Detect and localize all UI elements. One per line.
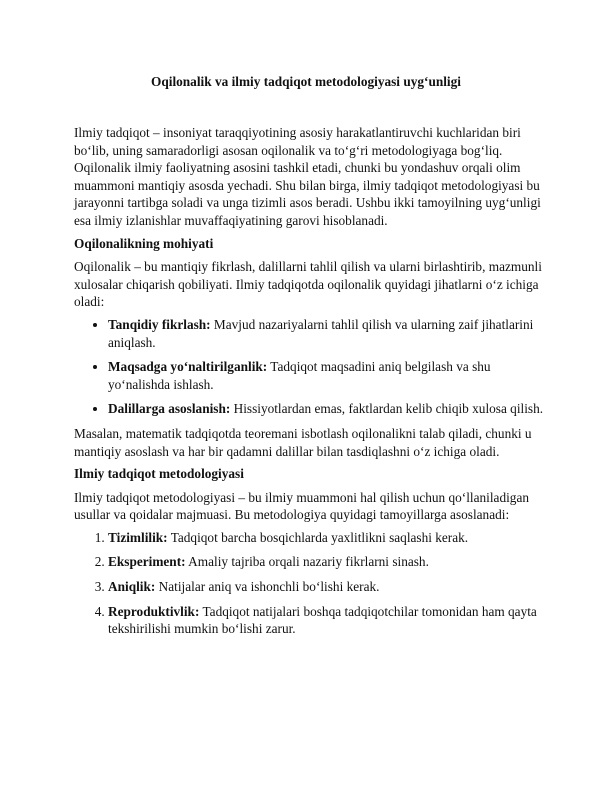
list-item-term: Dalillarga asoslanish: [108,401,231,417]
list-item-term: Reproduktivlik: [108,603,200,619]
list-item [108,553,544,571]
section-heading-rationality: Oqilonalikning mohiyati [74,235,214,251]
list-item-text: Amaliy tajriba orqali nazariy fikrlarni sinash. [185,554,429,570]
list-item [108,316,544,351]
list-item-term: Tizimlilik: [108,529,168,545]
section2-intro-paragraph: Ilmiy tadqiqot metodologiyasi – bu ilmiy muammoni hal qilish uchun qo‘llaniladigan usullar va qoidalar majmuasi. Bu metodologiya quyidagi tamoyillarga asoslanadi: [74,489,529,523]
rationality-aspects-list [74,316,544,418]
list-item-text: Tadqiqot maqsadini aniq belgilash va shu yo‘nalishda ishlash. [108,359,491,392]
section-heading-methodology: Ilmiy tadqiqot metodologiyasi [74,466,244,482]
list-item-term: Eksperiment: [108,554,186,570]
document-body [74,124,544,645]
list-item-text: Mavjud nazariyalarni tahlil qilish va ularning zaif jihatlarini aniqlash. [108,316,534,350]
list-item-term: Aniqlik: [108,579,156,595]
list-item [108,358,544,393]
page-title: Oqilonalik va ilmiy tadqiqot metodologiyasi uyg‘unligi [151,74,461,89]
list-item-text: Natijalar aniq va ishonchli bo‘lishi kerak. [155,579,380,595]
list-item-text: Tadqiqot natijalari boshqa tadqiqotchilar tomonidan ham qayta tekshirilishi mumkin bo‘lishi zarur. [108,603,537,637]
list-item [108,603,544,638]
methodology-principles-list [74,529,544,638]
list-item-term: Tanqidiy fikrlash: [108,316,211,332]
section1-outro-paragraph: Masalan, matematik tadqiqotda teoremani isbotlash oqilonalikni talab qiladi, chunki u mantiqiy asoslash va har bir qadamni dalillar bilan tasdiqlashni o‘z ichiga oladi. [74,425,532,459]
section1-intro-paragraph: Oqilonalik – bu mantiqiy fikrlash, dalillarni tahlil qilish va ularni birlashtirib, mazmunli xulosalar chiqarish qobiliyati. Ilmiy tadqiqotda oqilonalik quyidagi jihatlarni o‘z ichiga oladi: [74,259,542,310]
list-item [108,578,544,596]
list-item [108,400,544,418]
intro-paragraph: Ilmiy tadqiqot – insoniyat taraqqiyotining asosiy harakatlantiruvchi kuchlaridan biri bo‘lib, uning samaradorligi asosan oqilonalik va to‘g‘ri metodologiyaga bog‘liq. Oqilonalik ilmiy faoliyatning asosini tashkil etadi, chunki bu yondashuv orqali olim muammoni mantiqiy asosda yechadi. Shu bilan birga, ilmiy tadqiqot metodologiyasi bu jarayonni tartibga soladi va unga tizimli asos beradi. Ushbu ikki tamoyilning uyg‘unligi esa ilmiy izlanishlar muvaffaqiyatining garovi hisoblanadi. [74,125,541,228]
list-item-text: Hissiyotlardan emas, faktlardan kelib chiqib xulosa qilish. [230,401,544,417]
list-item-term: Maqsadga yo‘naltirilganlik: [108,359,268,375]
list-item [108,529,544,547]
list-item-text: Tadqiqot barcha bosqichlarda yaxlitlikni saqlashi kerak. [167,529,469,545]
